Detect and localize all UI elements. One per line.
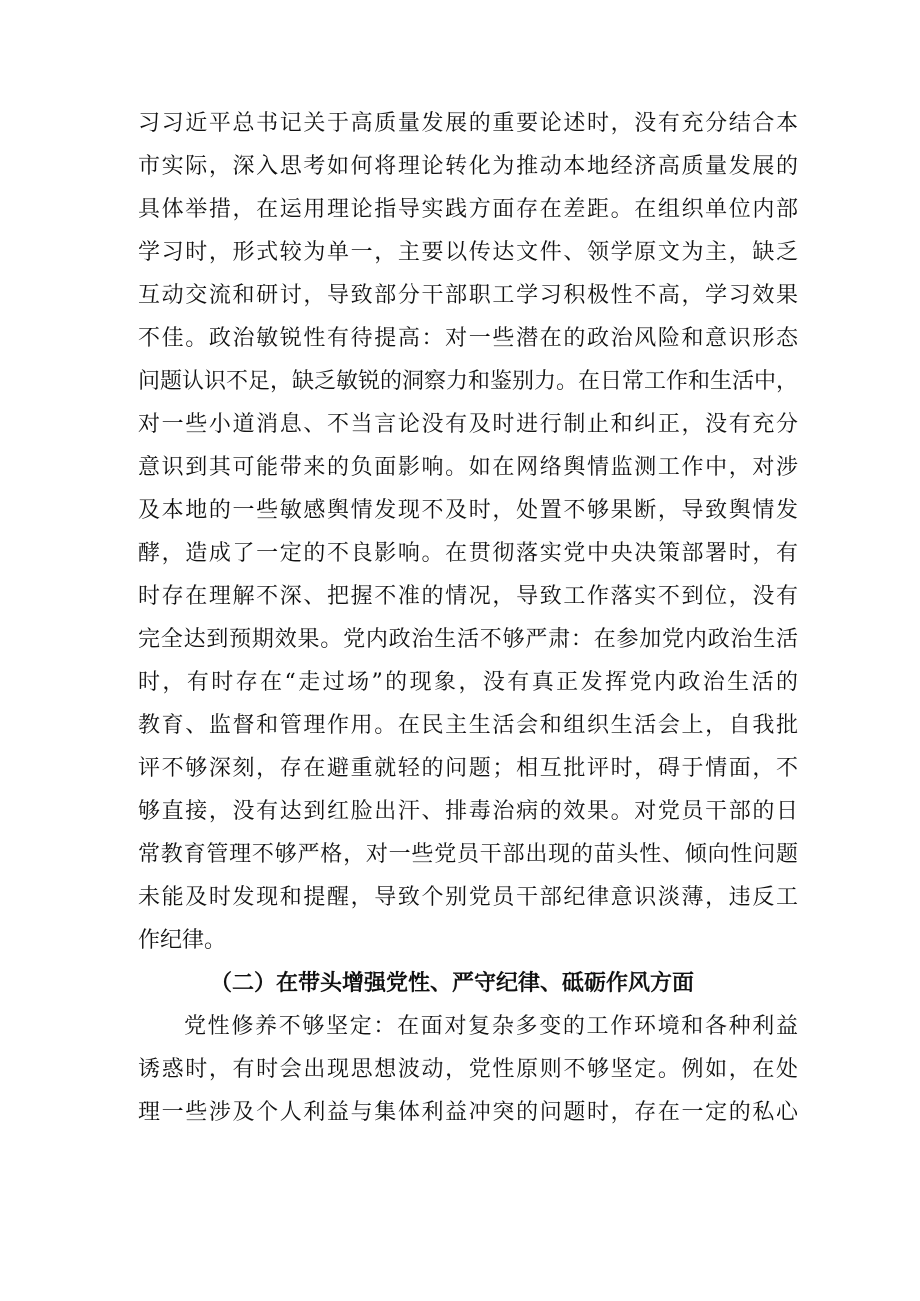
paragraph-line: 诱惑时，有时会出现思想波动，党性原则不够坚定。例如，在处 [138, 1057, 798, 1082]
paragraph-line: 问题认识不足，缺乏敏锐的洞察力和鉴别力。在日常工作和生活中， [138, 369, 799, 394]
paragraph-line: 教育、监督和管理作用。在民主生活会和组织生活会上，自我批 [138, 713, 798, 738]
paragraph-line: 够直接，没有达到红脸出汗、排毒治病的效果。对党员干部的日 [138, 799, 798, 824]
paragraph-line: 未能及时发现和提醒，导致个别党员干部纪律意识淡薄，违反工 [138, 885, 798, 910]
paragraph-line: 具体举措，在运用理论指导实践方面存在差距。在组织单位内部 [138, 197, 798, 222]
paragraph-line: 酵，造成了一定的不良影响。在贯彻落实党中央决策部署时，有 [138, 541, 798, 566]
paragraph-line: 对一些小道消息、不当言论没有及时进行制止和纠正，没有充分 [138, 412, 798, 437]
paragraph-line: 不佳。政治敏锐性有待提高：对一些潜在的政治风险和意识形态 [138, 326, 798, 351]
paragraph-line: 意识到其可能带来的负面影响。如在网络舆情监测工作中，对涉 [138, 455, 798, 480]
paragraph-line: 党性修养不够坚定：在面对复杂多变的工作环境和各种利益 [184, 1014, 798, 1039]
paragraph-line: 时，有时存在“走过场”的现象，没有真正发挥党内政治生活的 [138, 670, 798, 695]
paragraph-line: 习习近平总书记关于高质量发展的重要论述时，没有充分结合本 [138, 111, 798, 136]
paragraph-line: 学习时，形式较为单一，主要以传达文件、领学原文为主，缺乏 [138, 240, 798, 265]
paragraph-line: 常教育管理不够严格，对一些党员干部出现的苗头性、倾向性问题 [138, 842, 798, 867]
paragraph-line: 作纪律。 [138, 928, 227, 953]
paragraph-line: 时存在理解不深、把握不准的情况，导致工作落实不到位，没有 [138, 584, 798, 609]
document-body [138, 102, 798, 1134]
paragraph-line: 完全达到预期效果。党内政治生活不够严肃：在参加党内政治生活 [138, 627, 798, 652]
paragraph-line: 理一些涉及个人利益与集体利益冲突的问题时，存在一定的私心 [138, 1100, 798, 1125]
section-heading: （二）在带头增强党性、严守纪律、砥砺作风方面 [210, 971, 695, 996]
paragraph-line: 市实际，深入思考如何将理论转化为推动本地经济高质量发展的 [138, 154, 798, 179]
paragraph-line: 及本地的一些敏感舆情发现不及时，处置不够果断，导致舆情发 [138, 498, 798, 523]
paragraph-line: 评不够深刻，存在避重就轻的问题；相互批评时，碍于情面，不 [138, 756, 798, 781]
paragraph-line: 互动交流和研讨，导致部分干部职工学习积极性不高，学习效果 [138, 283, 798, 308]
